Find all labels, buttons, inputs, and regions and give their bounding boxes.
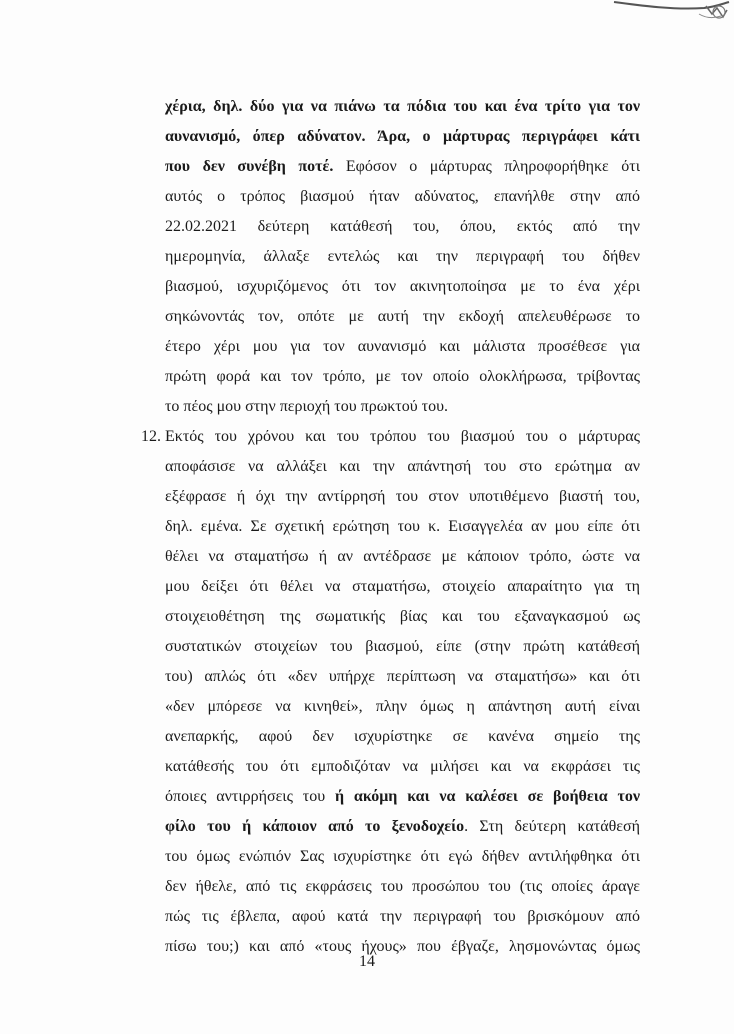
paragraph-11-continuation: [165, 92, 640, 422]
text-run: δεν ήθελε, από τις εκφράσεις του προσώπου του (τις οποίες άραγε: [165, 878, 640, 895]
text-line: [165, 632, 640, 662]
text-line: [165, 572, 640, 602]
text-run: δηλ. εμένα. Σε σχετική ερώτηση του κ. Εισαγγελέα αν μου είπε ότι: [165, 518, 640, 535]
text-run: θέλει να σταματήσω ή αν αντέδρασε με κάποιον τρόπο, ώστε να: [165, 548, 640, 565]
text-run: αποφάσισε να αλλάξει και την απάντησή του στο ερώτημα αν: [165, 458, 640, 475]
text-line: [165, 722, 640, 752]
text-run: του) απλώς ότι «δεν υπήρχε περίπτωση να σταματήσω» και ότι: [165, 668, 640, 685]
text-line: [165, 482, 640, 512]
text-line: [165, 602, 640, 632]
text-run: πρώτη φορά και τον τρόπο, με τον οποίο ολοκλήρωσα, τρίβοντας: [165, 368, 640, 385]
text-line: [165, 512, 640, 542]
text-run: σηκώνοντάς τον, οπότε με αυτή την εκδοχή απελευθέρωσε το: [165, 308, 640, 325]
text-line: [165, 422, 640, 452]
text-line: [165, 332, 640, 362]
text-line: [165, 302, 640, 332]
text-run: «δεν μπόρεσε να κινηθεί», πλην όμως η απάντηση αυτή είναι: [165, 698, 640, 715]
bold-text-run: που δεν συνέβη ποτέ.: [165, 158, 334, 175]
text-line: [165, 902, 640, 932]
paragraph-number: 12.: [141, 428, 161, 445]
text-run: κατάθεσής του ότι εμποδιζόταν να μιλήσει και να εκφράσει τις: [165, 758, 640, 775]
paragraph-12: [141, 422, 640, 962]
text-run: αυτός ο τρόπος βιασμού ήταν αδύνατος, επανήλθε στην από: [165, 188, 640, 205]
text-run: πίσω του;) και από «τους ήχους» που έβγαζε, λησμονώντας όμως: [165, 938, 640, 955]
text-line: [165, 842, 640, 872]
text-line: [165, 212, 640, 242]
text-line: [165, 662, 640, 692]
text-run: βιασμού, ισχυριζόμενος ότι τον ακινητοποίησα με το ένα χέρι: [165, 278, 640, 295]
text-run: όποιες αντιρρήσεις του: [165, 788, 335, 805]
text-run: στοιχειοθέτηση της σωματικής βίας και του εξαναγκασμού ως: [165, 608, 640, 625]
text-run: το πέος μου στην περιοχή του πρωκτού του.: [165, 398, 448, 415]
page-number: 14: [359, 953, 375, 970]
text-line: [165, 272, 640, 302]
text-line: [165, 362, 640, 392]
text-run: του όμως ενώπιόν Σας ισχυρίστηκε ότι εγώ δήθεν αντιλήφθηκα ότι: [165, 848, 640, 865]
text-run: συστατικών στοιχείων του βιασμού, είπε (στην πρώτη κατάθεσή: [165, 638, 640, 655]
text-run: ανεπαρκής, αφού δεν ισχυρίστηκε σε κανένα σημείο της: [165, 728, 640, 745]
body-text: [141, 92, 641, 962]
text-line: [165, 872, 640, 902]
text-line: [165, 782, 640, 812]
text-run: Εκτός του χρόνου και του τρόπου του βιασμού του ο μάρτυρας: [165, 428, 640, 445]
text-run: Εφόσον ο μάρτυρας πληροφορήθηκε ότι: [333, 158, 641, 175]
text-run: έτερο χέρι μου για τον αυνανισμό και μάλιστα προσέθεσε για: [165, 338, 640, 355]
stamp-fragment-icon: [604, 0, 734, 26]
text-line: [165, 122, 640, 152]
bold-text-run: φίλο του ή κάποιον από το ξενοδοχείο: [165, 818, 465, 835]
text-line: [165, 152, 640, 182]
text-line: [165, 182, 640, 212]
text-line: [165, 392, 640, 422]
bold-text-run: ή ακόμη και να καλέσει σε βοήθεια τον: [334, 788, 640, 805]
text-run: . Στη δεύτερη κατάθεσή: [464, 818, 640, 835]
text-line: [165, 92, 640, 122]
bold-text-run: χέρια, δηλ. δύο για να πιάνω τα πόδια του και ένα τρίτο για τον: [165, 98, 640, 115]
text-run: εξέφρασε ή όχι την αντίρρησή του στον υποτιθέμενο βιαστή του,: [165, 488, 640, 505]
text-line: [165, 812, 640, 842]
bold-text-run: αυνανισμό, όπερ αδύνατον. Άρα, ο μάρτυρας περιγράφει κάτι: [165, 128, 640, 145]
text-line: [165, 542, 640, 572]
text-line: [165, 452, 640, 482]
text-run: πώς τις έβλεπα, αφού κατά την περιγραφή του βρισκόμουν από: [165, 908, 640, 925]
text-run: μου δείξει ότι θέλει να σταματήσω, στοιχείο απαραίτητο για τη: [165, 578, 640, 595]
text-run: ημερομηνία, άλλαξε εντελώς και την περιγραφή του δήθεν: [165, 248, 640, 265]
text-line: [165, 242, 640, 272]
text-run: 22.02.2021 δεύτερη κατάθεσή του, όπου, εκτός από την: [165, 218, 640, 235]
text-line: [165, 752, 640, 782]
text-line: [165, 692, 640, 722]
